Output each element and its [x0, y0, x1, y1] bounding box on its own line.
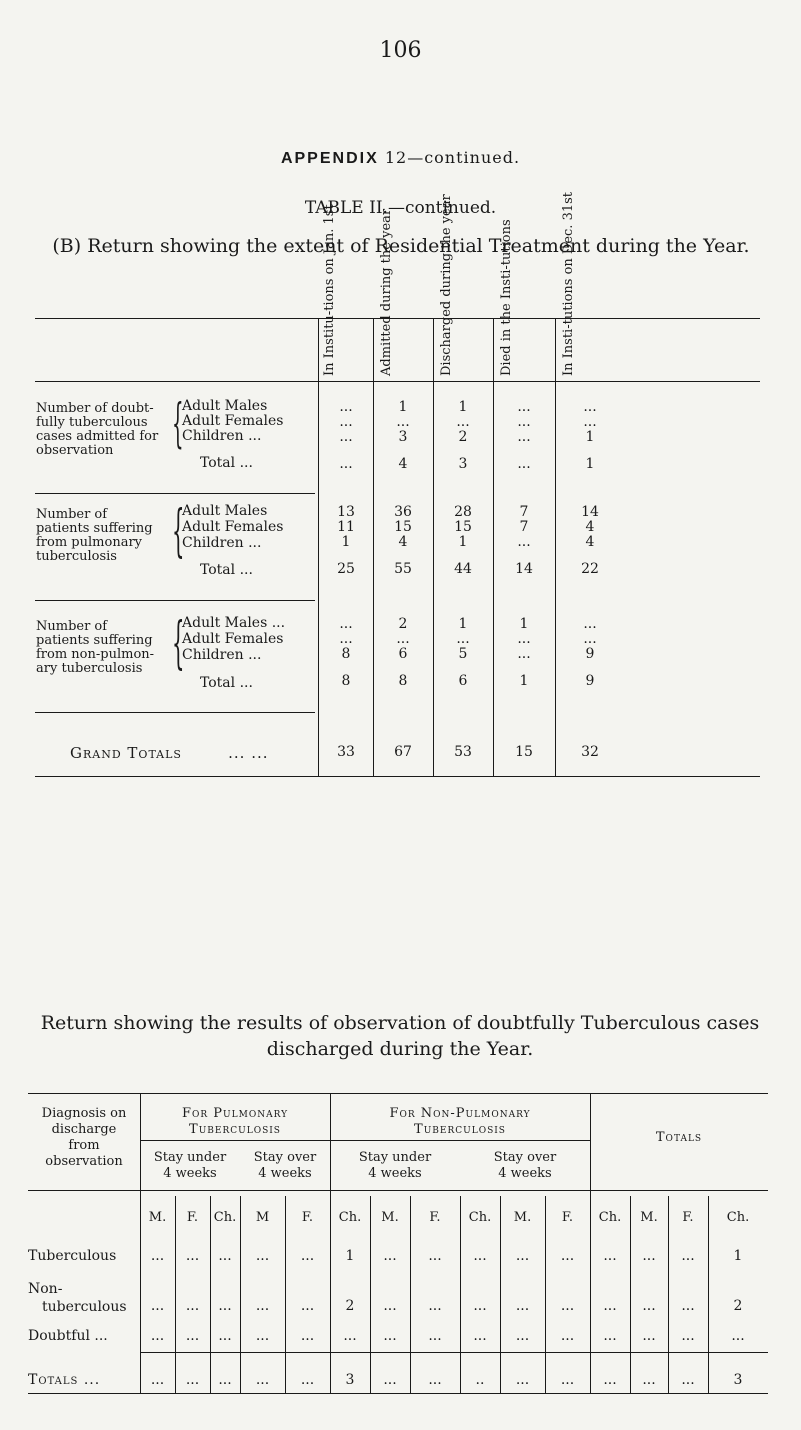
sub-col-header: Ch. — [213, 1210, 237, 1225]
table-b-cell: 1 — [519, 616, 529, 632]
table-2-cell: .. — [475, 1372, 485, 1388]
table-2-col-line — [630, 1196, 631, 1393]
sub-col-header: M. — [148, 1210, 167, 1225]
table-2-col-line — [330, 1190, 331, 1393]
table-2-cell: ... — [255, 1328, 270, 1344]
table-b-cell: 14 — [515, 561, 533, 577]
table-2-cell: ... — [473, 1298, 487, 1314]
table-2-cell: ... — [560, 1372, 575, 1388]
table-b-cell: 6 — [458, 673, 468, 689]
table-2-cell: ... — [428, 1328, 442, 1344]
row-label: Adult Males — [182, 398, 268, 414]
table-b-cell: 15 — [454, 519, 472, 535]
table-2-cell: ... — [603, 1248, 617, 1264]
table-b-cell: ... — [339, 456, 353, 472]
table-2-sub-rule — [28, 1190, 768, 1191]
table-b-cell: 4 — [585, 534, 595, 550]
table-2-col-line — [545, 1196, 546, 1393]
table-b-cell: ... — [517, 414, 531, 430]
table-2-cell: ... — [515, 1248, 530, 1264]
column-header: Died in the Insti-tutions — [499, 219, 514, 376]
sub-col-header: M. — [381, 1210, 399, 1225]
table-2-col-line — [590, 1190, 591, 1393]
table-2-col-line — [500, 1196, 501, 1393]
table-2-cell: ... — [218, 1248, 232, 1264]
grand-total-cell: 53 — [454, 744, 472, 760]
table-2-cell: ... — [473, 1328, 487, 1344]
grand-total-cell: 67 — [394, 744, 412, 760]
table-b-cell: 1 — [341, 534, 351, 550]
table-2-cell: ... — [560, 1328, 575, 1344]
table-b-cell: 2 — [398, 616, 408, 632]
row-label: Total ... — [200, 455, 253, 471]
row-label: Adult Females — [182, 631, 284, 647]
group-rule — [35, 600, 315, 601]
sub-col-header: M. — [513, 1210, 532, 1225]
table-b-cell: 2 — [458, 429, 468, 445]
grand-total-label: Grand Totals ... ... — [70, 744, 269, 762]
table-2-cell: ... — [255, 1298, 270, 1314]
totals-row-rule — [140, 1352, 768, 1353]
row-label: Non- tuberculous — [28, 1281, 127, 1315]
table-2-cell: ... — [218, 1372, 232, 1388]
table-b-cell: 7 — [519, 519, 529, 535]
row-label: Adult Males — [182, 503, 268, 519]
table-2-cell: ... — [515, 1372, 530, 1388]
table-b-cell: ... — [583, 399, 597, 415]
table-2-cell: ... — [428, 1248, 442, 1264]
row-label: Totals ... — [28, 1372, 101, 1388]
table-b-cell: 8 — [341, 646, 351, 662]
row-label: Children ... — [182, 535, 262, 551]
table-2-cell: ... — [383, 1248, 397, 1264]
table-b-cell: ... — [517, 429, 531, 445]
table-2-cell: ... — [255, 1372, 270, 1388]
table-2-cell: ... — [681, 1372, 695, 1388]
table-b-bottom-rule — [35, 776, 760, 777]
table-2-cell: ... — [473, 1248, 487, 1264]
table-2-cell: ... — [185, 1248, 200, 1264]
table-2-cell: ... — [185, 1328, 200, 1344]
table-2-col-line — [370, 1196, 371, 1393]
sub-col-header: F. — [186, 1210, 199, 1225]
table-2-cell: ... — [731, 1328, 745, 1344]
sub-col-header: M. — [640, 1210, 658, 1225]
table-2-cell: ... — [218, 1298, 232, 1314]
group-label: Number of patients suffering from pulmonary tuberculosis — [36, 507, 153, 564]
table-2-cell: ... — [343, 1328, 357, 1344]
table-b-cell: 1 — [398, 399, 408, 415]
table-2-cell: ... — [150, 1298, 165, 1314]
table-b-col-divider — [555, 318, 556, 776]
table-2-cell: ... — [560, 1248, 575, 1264]
group-rule — [35, 493, 315, 494]
table-2-cell: ... — [642, 1372, 656, 1388]
table-b-col-divider — [373, 318, 374, 776]
table-b-cell: 25 — [337, 561, 355, 577]
table-b-cell: 9 — [585, 673, 595, 689]
table-b-cell: 1 — [458, 534, 468, 550]
table-b-cell: 6 — [398, 646, 408, 662]
pulm-header: For Pulmonary Tuberculosis — [181, 1106, 289, 1137]
table-b-cell: 44 — [454, 561, 472, 577]
table-2-sub-rule — [140, 1140, 590, 1141]
column-header: In Institu-tions on Jan. 1st — [322, 204, 337, 376]
brace: { — [172, 611, 185, 676]
table-b-cell: ... — [456, 631, 470, 647]
table-b-cell: ... — [517, 646, 531, 662]
table-b-cell: 7 — [519, 504, 529, 520]
table-2-cell: ... — [515, 1298, 530, 1314]
stay-under-header: Stay under 4 weeks — [358, 1150, 432, 1181]
column-header: Discharged during the year — [439, 194, 454, 376]
table-2-cell: ... — [150, 1372, 165, 1388]
table-2-col-line — [285, 1196, 286, 1393]
table-2-cell: ... — [603, 1372, 617, 1388]
table-b-top-rule — [35, 318, 760, 319]
table-b-cell: ... — [583, 414, 597, 430]
row-label: Adult Females — [182, 413, 284, 429]
row-label: Total ... — [200, 562, 253, 578]
table-b-cell: ... — [517, 534, 531, 550]
table-2-cell: ... — [150, 1328, 165, 1344]
table-2-cell: ... — [150, 1248, 165, 1264]
sub-col-header: Ch. — [598, 1210, 622, 1225]
table-b-cell: ... — [339, 414, 353, 430]
table-b-cell: ... — [583, 616, 597, 632]
table-b-cell: 1 — [458, 616, 468, 632]
table-2-bottom-rule — [28, 1393, 768, 1394]
appendix-suffix: 12—continued. — [384, 148, 521, 167]
table-2-cell: ... — [681, 1248, 695, 1264]
table-2-cell: ... — [603, 1298, 617, 1314]
table-2-cell: ... — [642, 1328, 656, 1344]
table-b-cell: ... — [583, 631, 597, 647]
table-2-col-line — [140, 1190, 141, 1393]
sub-col-header: F. — [301, 1210, 314, 1225]
table-b-cell: 8 — [341, 673, 351, 689]
table-2-top-rule — [28, 1093, 768, 1094]
table-2-cell: 1 — [733, 1248, 743, 1264]
table-2-cell: ... — [185, 1372, 200, 1388]
row-label: Adult Females — [182, 519, 284, 535]
table-2-cell: ... — [185, 1298, 200, 1314]
table-b-cell: 9 — [585, 646, 595, 662]
table-2-cell: ... — [218, 1328, 232, 1344]
table-2-cell: ... — [300, 1372, 315, 1388]
stay-over-header: Stay over 4 weeks — [253, 1150, 317, 1181]
table-2-cell: ... — [300, 1248, 315, 1264]
brace: { — [172, 394, 184, 454]
table-b-cell: 1 — [585, 429, 595, 445]
table-2-cell: ... — [428, 1372, 442, 1388]
table-2-cell: ... — [383, 1328, 397, 1344]
table-2-cell: 3 — [733, 1372, 743, 1388]
table-2-cell: ... — [428, 1298, 442, 1314]
sub-col-header: M — [255, 1210, 270, 1225]
table-2-cell: ... — [300, 1298, 315, 1314]
table-b-cell: 15 — [394, 519, 412, 535]
row-label: Adult Males ... — [182, 615, 286, 631]
table-2-cell: ... — [383, 1298, 397, 1314]
sub-col-header: F. — [682, 1210, 694, 1225]
appendix-label: APPENDIX — [280, 150, 379, 167]
table-b-cell: 3 — [458, 456, 468, 472]
table-title: TABLE II.—continued. — [304, 198, 497, 218]
column-header: Admitted during the year — [379, 208, 394, 376]
grand-total-cell: 33 — [337, 744, 355, 760]
table-b-cell: ... — [517, 456, 531, 472]
table-2-col-line — [410, 1196, 411, 1393]
table-b-cell: 1 — [585, 456, 595, 472]
grand-total-cell: 32 — [581, 744, 599, 760]
caption-2: Return showing the results of observation of doubtfully Tuberculous cases discharged during the Year. — [40, 1012, 760, 1060]
table-b-cell: ... — [339, 399, 353, 415]
group-rule — [35, 712, 315, 713]
table-2-cell: ... — [642, 1248, 656, 1264]
table-b-cell: 28 — [454, 504, 472, 520]
table-2-col-line — [460, 1196, 461, 1393]
table-2-col-line — [240, 1196, 241, 1393]
table-b-cell: 5 — [458, 646, 468, 662]
table-2-cell: ... — [603, 1328, 617, 1344]
table-2-cell: ... — [642, 1298, 656, 1314]
caption-b: (B) Return showing the extent of Residential Treatment during the Year. — [52, 235, 750, 257]
table-b-cell: 13 — [337, 504, 355, 520]
table-b-cell: 8 — [398, 673, 408, 689]
table-b-cell: 11 — [337, 519, 355, 535]
group-label: Number of doubt- fully tuberculous cases admitted for observation — [36, 401, 159, 458]
sub-col-header: Ch. — [468, 1210, 492, 1225]
table-b-cell: ... — [456, 414, 470, 430]
table-b-col-divider — [433, 318, 434, 776]
grand-total-cell: 15 — [515, 744, 533, 760]
table-b-cell: 1 — [458, 399, 468, 415]
sub-col-header: Ch. — [726, 1210, 750, 1225]
table-2-cell: ... — [681, 1298, 695, 1314]
table-b-cell: 4 — [585, 519, 595, 535]
table-2-cell: ... — [560, 1298, 575, 1314]
table-b-header-rule — [35, 381, 760, 382]
table-2-cell: 1 — [345, 1248, 355, 1264]
appendix-heading — [0, 148, 801, 168]
table-2-col-line — [175, 1196, 176, 1393]
row-label: Doubtful ... — [28, 1328, 108, 1344]
totals-header: Totals — [655, 1130, 703, 1145]
table-b-cell: 4 — [398, 534, 408, 550]
table-2-cell: ... — [515, 1328, 530, 1344]
table-2-cell: ... — [300, 1328, 315, 1344]
table-2-cell: ... — [255, 1248, 270, 1264]
column-header: In Insti-tutions on Dec. 31st — [561, 191, 576, 376]
table-b-cell: ... — [339, 429, 353, 445]
page-number: 106 — [379, 38, 422, 63]
group-label: Number of patients suffering from non-pulmon- ary tuberculosis — [36, 619, 155, 676]
nonpulm-header: For Non-Pulmonary Tuberculosis — [389, 1106, 531, 1137]
table-b-cell: 1 — [519, 673, 529, 689]
table-b-cell: 14 — [581, 504, 599, 520]
row-label: Total ... — [200, 675, 253, 691]
table-2-cell: ... — [383, 1372, 397, 1388]
table-b-cell: ... — [396, 631, 410, 647]
table-b-cell: 3 — [398, 429, 408, 445]
table-b-cell: ... — [517, 399, 531, 415]
row-label: Tuberculous — [28, 1248, 117, 1264]
table-2-col-line — [210, 1196, 211, 1393]
sub-col-header: Ch. — [338, 1210, 362, 1225]
stay-under-header: Stay under 4 weeks — [153, 1150, 227, 1181]
table-2-cell: ... — [681, 1328, 695, 1344]
table-b-cell: ... — [396, 414, 410, 430]
row-label: Children ... — [182, 647, 262, 663]
row-label: Children ... — [182, 428, 262, 444]
table-2-cell: 2 — [733, 1298, 743, 1314]
sub-col-header: F. — [429, 1210, 441, 1225]
table-b-cell: 4 — [398, 456, 408, 472]
table-b-cell: 55 — [394, 561, 412, 577]
table-2-col-line — [708, 1196, 709, 1393]
table-b-cell: ... — [339, 616, 353, 632]
table-b-col-divider — [493, 318, 494, 776]
table-2-cell: 3 — [345, 1372, 355, 1388]
table-2-col-line — [668, 1196, 669, 1393]
diag-header: Diagnosis on discharge from observation — [41, 1106, 127, 1169]
table-b-cell: 22 — [581, 561, 599, 577]
table-b-col-divider — [318, 318, 319, 776]
table-b-cell: ... — [517, 631, 531, 647]
sub-col-header: F. — [561, 1210, 574, 1225]
table-b-cell: 36 — [394, 504, 412, 520]
stay-over-header: Stay over 4 weeks — [493, 1150, 557, 1181]
table-2-cell: 2 — [345, 1298, 355, 1314]
brace: { — [172, 499, 185, 564]
table-b-cell: ... — [339, 631, 353, 647]
